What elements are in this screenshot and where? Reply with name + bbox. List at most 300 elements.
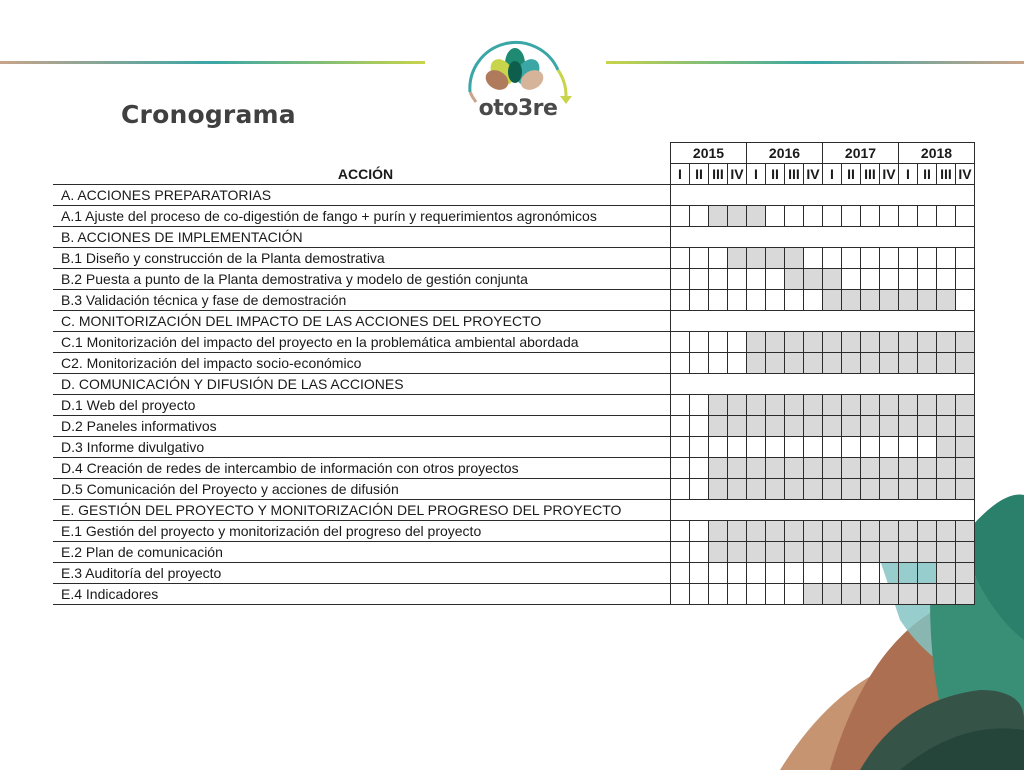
timeline-cell: [690, 353, 709, 374]
logo-icon: [470, 42, 572, 104]
timeline-cell: [690, 542, 709, 563]
section-label: B. ACCIONES DE IMPLEMENTACIÓN: [53, 227, 671, 248]
timeline-cell: [671, 542, 690, 563]
timeline-cell-active: [823, 479, 842, 500]
timeline-cell: [956, 206, 975, 227]
timeline-cell-active: [956, 353, 975, 374]
timeline-cell-active: [937, 353, 956, 374]
timeline-cell-active: [918, 416, 937, 437]
timeline-cell: [690, 584, 709, 605]
timeline-cell-active: [861, 479, 880, 500]
timeline-cell: [728, 332, 747, 353]
timeline-cell-active: [899, 395, 918, 416]
timeline-cell-active: [766, 353, 785, 374]
timeline-cell-active: [709, 395, 728, 416]
timeline-cell-active: [747, 206, 766, 227]
timeline-cell-active: [766, 248, 785, 269]
timeline-cell-active: [880, 479, 899, 500]
header-line-right: [606, 61, 1024, 64]
timeline-cell: [747, 290, 766, 311]
timeline-cell: [766, 269, 785, 290]
task-row: [53, 290, 975, 311]
timeline-cell-active: [785, 458, 804, 479]
timeline-cell-active: [804, 542, 823, 563]
timeline-cell-active: [899, 353, 918, 374]
year-header: 2017: [823, 143, 899, 164]
timeline-cell: [918, 206, 937, 227]
timeline-cell: [690, 206, 709, 227]
timeline-cell-active: [804, 395, 823, 416]
task-row: [53, 479, 975, 500]
timeline-cell-active: [918, 479, 937, 500]
quarter-header: I: [671, 164, 690, 185]
timeline-cell: [747, 584, 766, 605]
task-row: [53, 353, 975, 374]
timeline-cell: [880, 269, 899, 290]
task-label: D.1 Web del proyecto: [53, 395, 671, 416]
task-row: [53, 332, 975, 353]
timeline-cell-active: [804, 458, 823, 479]
quarter-header: IV: [956, 164, 975, 185]
timeline-cell: [861, 206, 880, 227]
timeline-cell-active: [804, 416, 823, 437]
timeline-cell: [671, 416, 690, 437]
section-timeline-span: [671, 374, 975, 395]
timeline-cell-active: [842, 584, 861, 605]
timeline-cell: [785, 290, 804, 311]
quarter-header: I: [747, 164, 766, 185]
timeline-cell-active: [766, 332, 785, 353]
timeline-cell: [690, 248, 709, 269]
timeline-cell: [899, 248, 918, 269]
timeline-cell: [842, 248, 861, 269]
quarter-header: IV: [880, 164, 899, 185]
timeline-cell-active: [842, 353, 861, 374]
timeline-cell-active: [804, 479, 823, 500]
timeline-cell-active: [785, 521, 804, 542]
task-label: C2. Monitorización del impacto socio-económico: [53, 353, 671, 374]
timeline-cell: [861, 248, 880, 269]
timeline-cell-active: [899, 479, 918, 500]
timeline-cell: [766, 206, 785, 227]
timeline-cell: [861, 269, 880, 290]
timeline-cell: [709, 353, 728, 374]
timeline-cell-active: [785, 332, 804, 353]
timeline-cell: [709, 584, 728, 605]
task-row: [53, 206, 975, 227]
timeline-cell: [728, 437, 747, 458]
year-header: 2018: [899, 143, 975, 164]
task-label: B.2 Puesta a punto de la Planta demostrativa y modelo de gestión conjunta: [53, 269, 671, 290]
timeline-cell-active: [842, 332, 861, 353]
timeline-cell: [690, 521, 709, 542]
timeline-cell-active: [804, 353, 823, 374]
timeline-cell: [823, 248, 842, 269]
timeline-cell: [709, 269, 728, 290]
timeline-cell: [690, 416, 709, 437]
section-label: D. COMUNICACIÓN Y DIFUSIÓN DE LAS ACCIONES: [53, 374, 671, 395]
timeline-cell: [842, 269, 861, 290]
timeline-cell: [880, 206, 899, 227]
timeline-cell: [785, 563, 804, 584]
timeline-cell-active: [785, 542, 804, 563]
timeline-cell: [747, 437, 766, 458]
timeline-cell-active: [728, 248, 747, 269]
timeline-cell-active: [823, 395, 842, 416]
header-line-left: [0, 61, 425, 64]
timeline-cell: [728, 353, 747, 374]
timeline-cell-active: [728, 479, 747, 500]
timeline-cell-active: [880, 542, 899, 563]
timeline-cell-active: [728, 542, 747, 563]
section-row: [53, 311, 975, 332]
timeline-cell: [671, 563, 690, 584]
timeline-cell-active: [937, 521, 956, 542]
timeline-cell: [937, 269, 956, 290]
timeline-cell-active: [728, 395, 747, 416]
timeline-cell-active: [804, 521, 823, 542]
timeline-cell-active: [918, 521, 937, 542]
quarter-header: II: [690, 164, 709, 185]
timeline-cell: [899, 563, 918, 584]
timeline-cell-active: [785, 269, 804, 290]
quarter-header: III: [937, 164, 956, 185]
timeline-cell: [766, 290, 785, 311]
task-row: [53, 542, 975, 563]
timeline-cell-active: [899, 521, 918, 542]
timeline-cell: [804, 206, 823, 227]
task-label: A.1 Ajuste del proceso de co-digestión de fango + purín y requerimientos agronómicos: [53, 206, 671, 227]
timeline-cell: [785, 584, 804, 605]
action-header: ACCIÓN: [53, 164, 671, 185]
timeline-cell-active: [747, 521, 766, 542]
timeline-cell-active: [804, 584, 823, 605]
timeline-cell-active: [823, 332, 842, 353]
timeline-cell-active: [861, 395, 880, 416]
timeline-cell-active: [709, 521, 728, 542]
timeline-cell-active: [956, 542, 975, 563]
timeline-cell-active: [937, 563, 956, 584]
task-label: D.2 Paneles informativos: [53, 416, 671, 437]
timeline-cell: [671, 584, 690, 605]
timeline-cell: [880, 248, 899, 269]
timeline-cell-active: [823, 521, 842, 542]
timeline-cell: [709, 248, 728, 269]
section-row: [53, 500, 975, 521]
section-label: E. GESTIÓN DEL PROYECTO Y MONITORIZACIÓN DEL PROGRESO DEL PROYECTO: [53, 500, 671, 521]
timeline-cell: [690, 563, 709, 584]
task-row: [53, 458, 975, 479]
timeline-cell-active: [880, 416, 899, 437]
task-row: [53, 563, 975, 584]
timeline-cell: [823, 206, 842, 227]
timeline-cell: [880, 563, 899, 584]
timeline-cell-active: [937, 542, 956, 563]
timeline-cell: [899, 206, 918, 227]
timeline-cell-active: [747, 353, 766, 374]
section-timeline-span: [671, 185, 975, 206]
timeline-cell-active: [804, 269, 823, 290]
task-label: D.5 Comunicación del Proyecto y acciones de difusión: [53, 479, 671, 500]
timeline-cell-active: [937, 437, 956, 458]
timeline-cell: [861, 563, 880, 584]
timeline-cell: [785, 437, 804, 458]
timeline-cell-active: [842, 458, 861, 479]
quarter-header: II: [766, 164, 785, 185]
timeline-cell: [709, 290, 728, 311]
timeline-cell-active: [785, 248, 804, 269]
timeline-cell-active: [880, 395, 899, 416]
timeline-cell: [937, 248, 956, 269]
timeline-cell-active: [842, 542, 861, 563]
timeline-cell-active: [956, 332, 975, 353]
timeline-cell-active: [918, 458, 937, 479]
timeline-cell-active: [937, 290, 956, 311]
timeline-cell: [956, 269, 975, 290]
timeline-cell: [671, 458, 690, 479]
timeline-cell: [804, 248, 823, 269]
timeline-cell: [804, 437, 823, 458]
section-row: [53, 374, 975, 395]
task-label: C.1 Monitorización del impacto del proyecto en la problemática ambiental abordada: [53, 332, 671, 353]
timeline-cell: [918, 269, 937, 290]
timeline-cell-active: [956, 479, 975, 500]
timeline-cell: [671, 395, 690, 416]
timeline-cell: [842, 206, 861, 227]
timeline-cell-active: [861, 521, 880, 542]
timeline-cell: [766, 563, 785, 584]
timeline-cell-active: [899, 290, 918, 311]
timeline-cell-active: [709, 206, 728, 227]
timeline-cell-active: [918, 353, 937, 374]
timeline-cell: [747, 269, 766, 290]
timeline-cell-active: [956, 395, 975, 416]
timeline-cell-active: [842, 290, 861, 311]
timeline-cell-active: [880, 290, 899, 311]
task-label: E.4 Indicadores: [53, 584, 671, 605]
timeline-cell-active: [937, 395, 956, 416]
timeline-cell: [671, 290, 690, 311]
timeline-cell-active: [842, 521, 861, 542]
quarter-header: I: [823, 164, 842, 185]
schedule-table: [53, 142, 975, 605]
quarter-header: II: [918, 164, 937, 185]
timeline-cell-active: [785, 416, 804, 437]
section-label: A. ACCIONES PREPARATORIAS: [53, 185, 671, 206]
timeline-cell: [823, 563, 842, 584]
timeline-cell: [747, 563, 766, 584]
section-timeline-span: [671, 500, 975, 521]
timeline-cell: [918, 248, 937, 269]
timeline-cell-active: [709, 542, 728, 563]
task-row: [53, 437, 975, 458]
year-header-row: [53, 143, 975, 164]
timeline-cell-active: [823, 584, 842, 605]
task-label: E.3 Auditoría del proyecto: [53, 563, 671, 584]
timeline-cell: [766, 584, 785, 605]
timeline-cell-active: [709, 416, 728, 437]
timeline-cell: [671, 521, 690, 542]
timeline-cell: [709, 332, 728, 353]
timeline-cell: [880, 437, 899, 458]
timeline-cell: [690, 479, 709, 500]
timeline-cell-active: [861, 542, 880, 563]
timeline-cell-active: [937, 584, 956, 605]
timeline-cell-active: [823, 269, 842, 290]
timeline-cell: [728, 563, 747, 584]
timeline-cell: [709, 437, 728, 458]
task-label: D.4 Creación de redes de intercambio de información con otros proyectos: [53, 458, 671, 479]
timeline-cell-active: [899, 458, 918, 479]
timeline-cell: [918, 563, 937, 584]
timeline-cell-active: [861, 290, 880, 311]
section-row: [53, 227, 975, 248]
timeline-cell: [728, 269, 747, 290]
timeline-cell: [690, 395, 709, 416]
timeline-cell-active: [747, 248, 766, 269]
timeline-cell: [804, 563, 823, 584]
timeline-cell-active: [956, 521, 975, 542]
section-row: [53, 185, 975, 206]
task-row: [53, 416, 975, 437]
timeline-cell-active: [747, 479, 766, 500]
timeline-cell: [956, 248, 975, 269]
task-label: B.1 Diseño y construcción de la Planta demostrativa: [53, 248, 671, 269]
timeline-cell-active: [956, 563, 975, 584]
timeline-cell: [690, 458, 709, 479]
timeline-cell: [899, 269, 918, 290]
timeline-cell-active: [937, 479, 956, 500]
timeline-cell: [937, 206, 956, 227]
section-timeline-span: [671, 311, 975, 332]
quarter-header: III: [861, 164, 880, 185]
quarter-header: II: [842, 164, 861, 185]
task-row: [53, 521, 975, 542]
timeline-cell-active: [766, 521, 785, 542]
section-timeline-span: [671, 227, 975, 248]
timeline-cell-active: [785, 479, 804, 500]
timeline-cell-active: [823, 290, 842, 311]
section-label: C. MONITORIZACIÓN DEL IMPACTO DE LAS ACCIONES DEL PROYECTO: [53, 311, 671, 332]
timeline-cell-active: [880, 332, 899, 353]
timeline-cell: [671, 206, 690, 227]
timeline-cell-active: [956, 458, 975, 479]
quarter-header: IV: [804, 164, 823, 185]
timeline-cell: [671, 479, 690, 500]
timeline-cell-active: [728, 206, 747, 227]
timeline-cell-active: [861, 332, 880, 353]
timeline-cell: [804, 290, 823, 311]
timeline-cell-active: [880, 458, 899, 479]
timeline-cell: [671, 269, 690, 290]
timeline-cell: [728, 584, 747, 605]
timeline-cell: [671, 332, 690, 353]
year-header: 2015: [671, 143, 747, 164]
timeline-cell-active: [861, 584, 880, 605]
timeline-cell: [766, 437, 785, 458]
timeline-cell-active: [766, 542, 785, 563]
timeline-cell: [728, 290, 747, 311]
timeline-cell: [861, 437, 880, 458]
timeline-cell-active: [899, 416, 918, 437]
timeline-cell-active: [918, 332, 937, 353]
timeline-cell-active: [956, 584, 975, 605]
timeline-cell-active: [728, 458, 747, 479]
timeline-cell-active: [880, 353, 899, 374]
quarter-header-row: [53, 164, 975, 185]
task-row: [53, 248, 975, 269]
timeline-cell-active: [823, 542, 842, 563]
timeline-cell-active: [861, 416, 880, 437]
timeline-cell-active: [728, 416, 747, 437]
timeline-cell-active: [709, 479, 728, 500]
timeline-cell-active: [766, 458, 785, 479]
task-row: [53, 584, 975, 605]
timeline-cell-active: [766, 479, 785, 500]
timeline-cell-active: [937, 416, 956, 437]
timeline-cell-active: [747, 395, 766, 416]
timeline-cell: [842, 563, 861, 584]
timeline-cell-active: [956, 416, 975, 437]
timeline-cell-active: [861, 353, 880, 374]
quarter-header: III: [709, 164, 728, 185]
timeline-cell-active: [918, 542, 937, 563]
task-row: [53, 269, 975, 290]
timeline-cell-active: [880, 584, 899, 605]
task-label: E.1 Gestión del proyecto y monitorización del progreso del proyecto: [53, 521, 671, 542]
timeline-cell-active: [918, 395, 937, 416]
timeline-cell-active: [804, 332, 823, 353]
timeline-cell-active: [747, 542, 766, 563]
timeline-cell-active: [880, 521, 899, 542]
task-label: B.3 Validación técnica y fase de demostración: [53, 290, 671, 311]
timeline-cell-active: [842, 416, 861, 437]
timeline-cell: [671, 248, 690, 269]
task-label: E.2 Plan de comunicación: [53, 542, 671, 563]
timeline-cell-active: [747, 458, 766, 479]
timeline-cell-active: [747, 416, 766, 437]
timeline-cell-active: [728, 521, 747, 542]
timeline-cell-active: [823, 416, 842, 437]
timeline-cell-active: [937, 332, 956, 353]
timeline-cell: [690, 290, 709, 311]
timeline-cell: [899, 437, 918, 458]
timeline-cell-active: [823, 353, 842, 374]
task-label: D.3 Informe divulgativo: [53, 437, 671, 458]
timeline-cell-active: [766, 395, 785, 416]
year-header: 2016: [747, 143, 823, 164]
timeline-cell-active: [785, 395, 804, 416]
timeline-cell-active: [823, 458, 842, 479]
task-row: [53, 395, 975, 416]
timeline-cell-active: [842, 479, 861, 500]
timeline-cell-active: [747, 332, 766, 353]
timeline-cell: [690, 437, 709, 458]
header-blank: [53, 143, 671, 164]
timeline-cell-active: [709, 458, 728, 479]
timeline-cell: [785, 206, 804, 227]
timeline-cell: [709, 563, 728, 584]
timeline-cell-active: [937, 458, 956, 479]
timeline-cell-active: [918, 584, 937, 605]
timeline-cell-active: [842, 395, 861, 416]
timeline-cell: [671, 437, 690, 458]
timeline-cell: [842, 437, 861, 458]
logo-text: oto3re: [478, 96, 558, 121]
timeline-cell-active: [785, 353, 804, 374]
quarter-header: IV: [728, 164, 747, 185]
timeline-cell-active: [899, 542, 918, 563]
